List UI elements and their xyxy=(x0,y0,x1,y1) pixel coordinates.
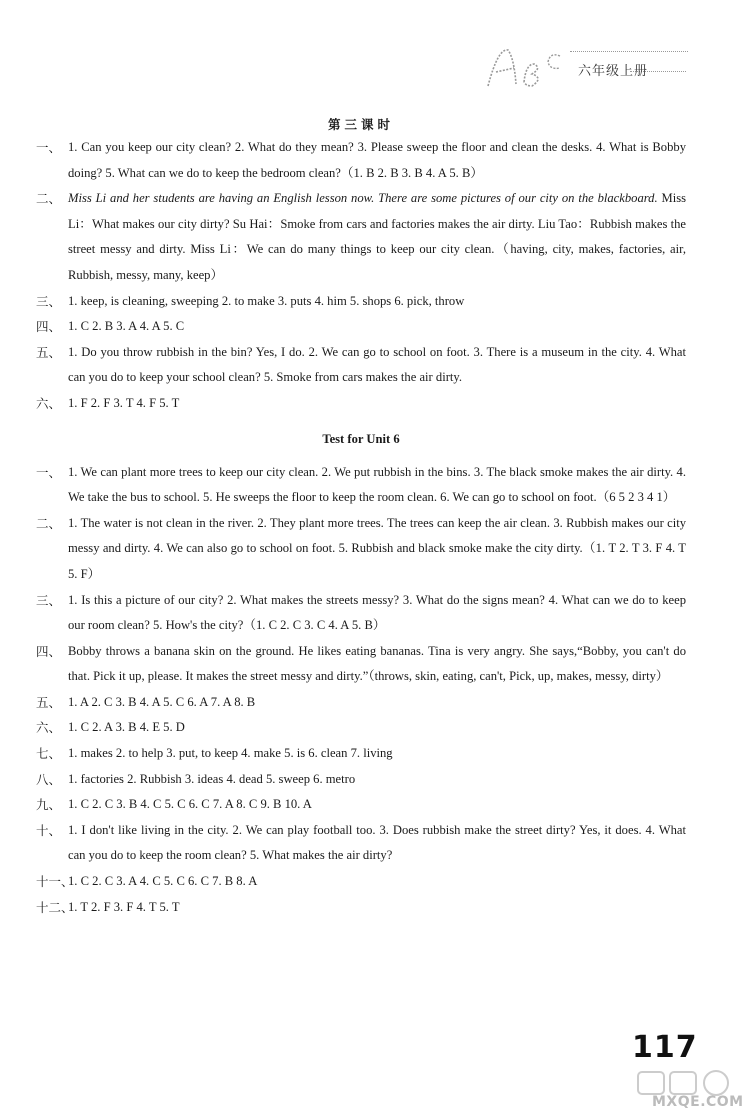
answer-item xyxy=(36,289,686,315)
answer-text: 1. keep, is cleaning, sweeping 2. to make 3. puts 4. him 5. shops 6. pick, throw xyxy=(68,293,465,308)
question-number: 四、 xyxy=(36,643,62,659)
question-number: 六、 xyxy=(36,720,62,736)
answer-item xyxy=(36,741,686,767)
answer-key-content xyxy=(36,114,686,920)
question-number: 十、 xyxy=(36,822,62,838)
page-number: 117 xyxy=(632,1030,698,1065)
answer-text: 1. C 2. C 3. A 4. C 5. C 6. C 7. B 8. A xyxy=(68,874,258,889)
answer-text: 1. We can plant more trees to keep our city clean. 2. We put rubbish in the bins. 3. The black smoke makes the air dirty. 4. We take the bus to school. 5. He sweeps the floor to keep the room clean. 6. We can go to school on foot.（6 5 2 3 4 1） xyxy=(68,464,686,505)
answer-text: 1. The water is not clean in the river. 2. They plant more trees. The trees can keep the air clean. 3. Rubbish makes our city messy and dirty. 4. We can also go to school on foot. 5. Rubbish and black smoke make the city dirty.（1. T 2. T 3. F 4. T 5. F） xyxy=(68,515,686,581)
question-number: 六、 xyxy=(36,395,62,411)
answer-text: Bobby throws a banana skin on the ground. He likes eating bananas. Tina is very angry. She says,“Bobby, you can't do that. Pick it up, please. It makes the street messy and dirty.”（throws, skin, eating, can't, Pick, up, makes, messy, dirty） xyxy=(68,643,686,684)
answer-item xyxy=(36,460,686,511)
question-number: 五、 xyxy=(36,344,62,360)
section-title: Test for Unit 6 xyxy=(322,431,400,446)
answer-text xyxy=(68,191,686,282)
grade-label: 六年级上册 xyxy=(578,64,649,79)
answer-text: 1. C 2. B 3. A 4. A 5. C xyxy=(68,319,185,334)
answer-item xyxy=(36,511,686,588)
question-number: 二、 xyxy=(36,191,62,207)
watermark-text: MXQE.COM xyxy=(652,1094,744,1110)
question-number: 三、 xyxy=(36,293,62,309)
header-rule xyxy=(570,51,688,52)
answer-item xyxy=(36,314,686,340)
answer-text: 1. Can you keep our city clean? 2. What do they mean? 3. Please sweep the floor and clean the desks. 4. What is Bobby doing? 5. What can we do to keep the bedroom clean?（1. B 2. B 3. B 4. A 5. B） xyxy=(68,140,686,180)
answer-text: 1. Do you throw rubbish in the bin? Yes, I do. 2. We can go to school on foot. 3. There is a museum in the city. 4. What can you do to keep your school clean? 5. Smoke from cars makes the air dirty. xyxy=(68,344,686,385)
question-number: 九、 xyxy=(36,797,62,813)
answer-item xyxy=(36,869,686,895)
answer-text: 1. A 2. C 3. B 4. A 5. C 6. A 7. A 8. B xyxy=(68,694,256,709)
answer-item xyxy=(36,715,686,741)
answer-item xyxy=(36,588,686,639)
section-gap xyxy=(36,450,686,460)
answer-item xyxy=(36,135,686,186)
answer-item xyxy=(36,895,686,921)
section-gap xyxy=(36,417,686,429)
question-number: 一、 xyxy=(36,140,62,155)
answer-item xyxy=(36,690,686,716)
answer-item xyxy=(36,767,686,793)
page-header xyxy=(470,28,700,98)
answer-text: 1. C 2. C 3. B 4. C 5. C 6. C 7. A 8. C 9. B 10. A xyxy=(68,797,312,812)
question-number: 五、 xyxy=(36,694,62,710)
abc-logo-icon xyxy=(480,38,580,98)
answer-text: 1. I don't like living in the city. 2. We can play football too. 3. Does rubbish make the street dirty? Yes, it does. 4. What can you do to keep the room clean? 5. What makes the air dirty? xyxy=(68,822,686,863)
question-number: 四、 xyxy=(36,319,62,335)
question-number: 十二、 xyxy=(36,899,74,915)
answer-item xyxy=(36,391,686,417)
question-number: 八、 xyxy=(36,771,62,787)
answer-text: 1. factories 2. Rubbish 3. ideas 4. dead 5. sweep 6. metro xyxy=(68,771,356,786)
answer-text: 1. C 2. A 3. B 4. E 5. D xyxy=(68,720,185,735)
question-number: 十一、 xyxy=(36,874,74,890)
question-number: 三、 xyxy=(36,592,62,608)
answer-item xyxy=(36,792,686,818)
answer-text: 1. makes 2. to help 3. put, to keep 4. make 5. is 6. clean 7. living xyxy=(68,746,393,761)
question-number: 七、 xyxy=(36,746,62,762)
section-title: 第三课时 xyxy=(327,117,394,132)
answer-item xyxy=(36,186,686,288)
dialogue-passage: Miss Li：What makes our city dirty? Su Hai：Smoke from cars and factories makes the air dirty. Liu Tao：Rubbish makes the street messy and dirty. Miss Li：We can do many things to keep our city clean.（having, city, makes, factories, air, Rubbish, messy, many, keep） xyxy=(68,191,686,282)
answer-item xyxy=(36,340,686,391)
question-number: 二、 xyxy=(36,515,62,531)
answer-text: 1. Is this a picture of our city? 2. What makes the streets messy? 3. What do the signs mean? 4. What can we do to keep our room clean? 5. How's the city?（1. C 2. C 3. C 4. A 5. B） xyxy=(68,592,686,633)
answer-item xyxy=(36,818,686,869)
answer-text: 1. T 2. F 3. F 4. T 5. T xyxy=(68,899,180,914)
answer-item xyxy=(36,639,686,690)
italic-passage: Miss Li and her students are having an English lesson now. There are some pictures of our city on the blackboard. xyxy=(68,191,662,206)
answer-text: 1. F 2. F 3. T 4. F 5. T xyxy=(68,395,180,410)
question-number: 一、 xyxy=(36,464,62,480)
